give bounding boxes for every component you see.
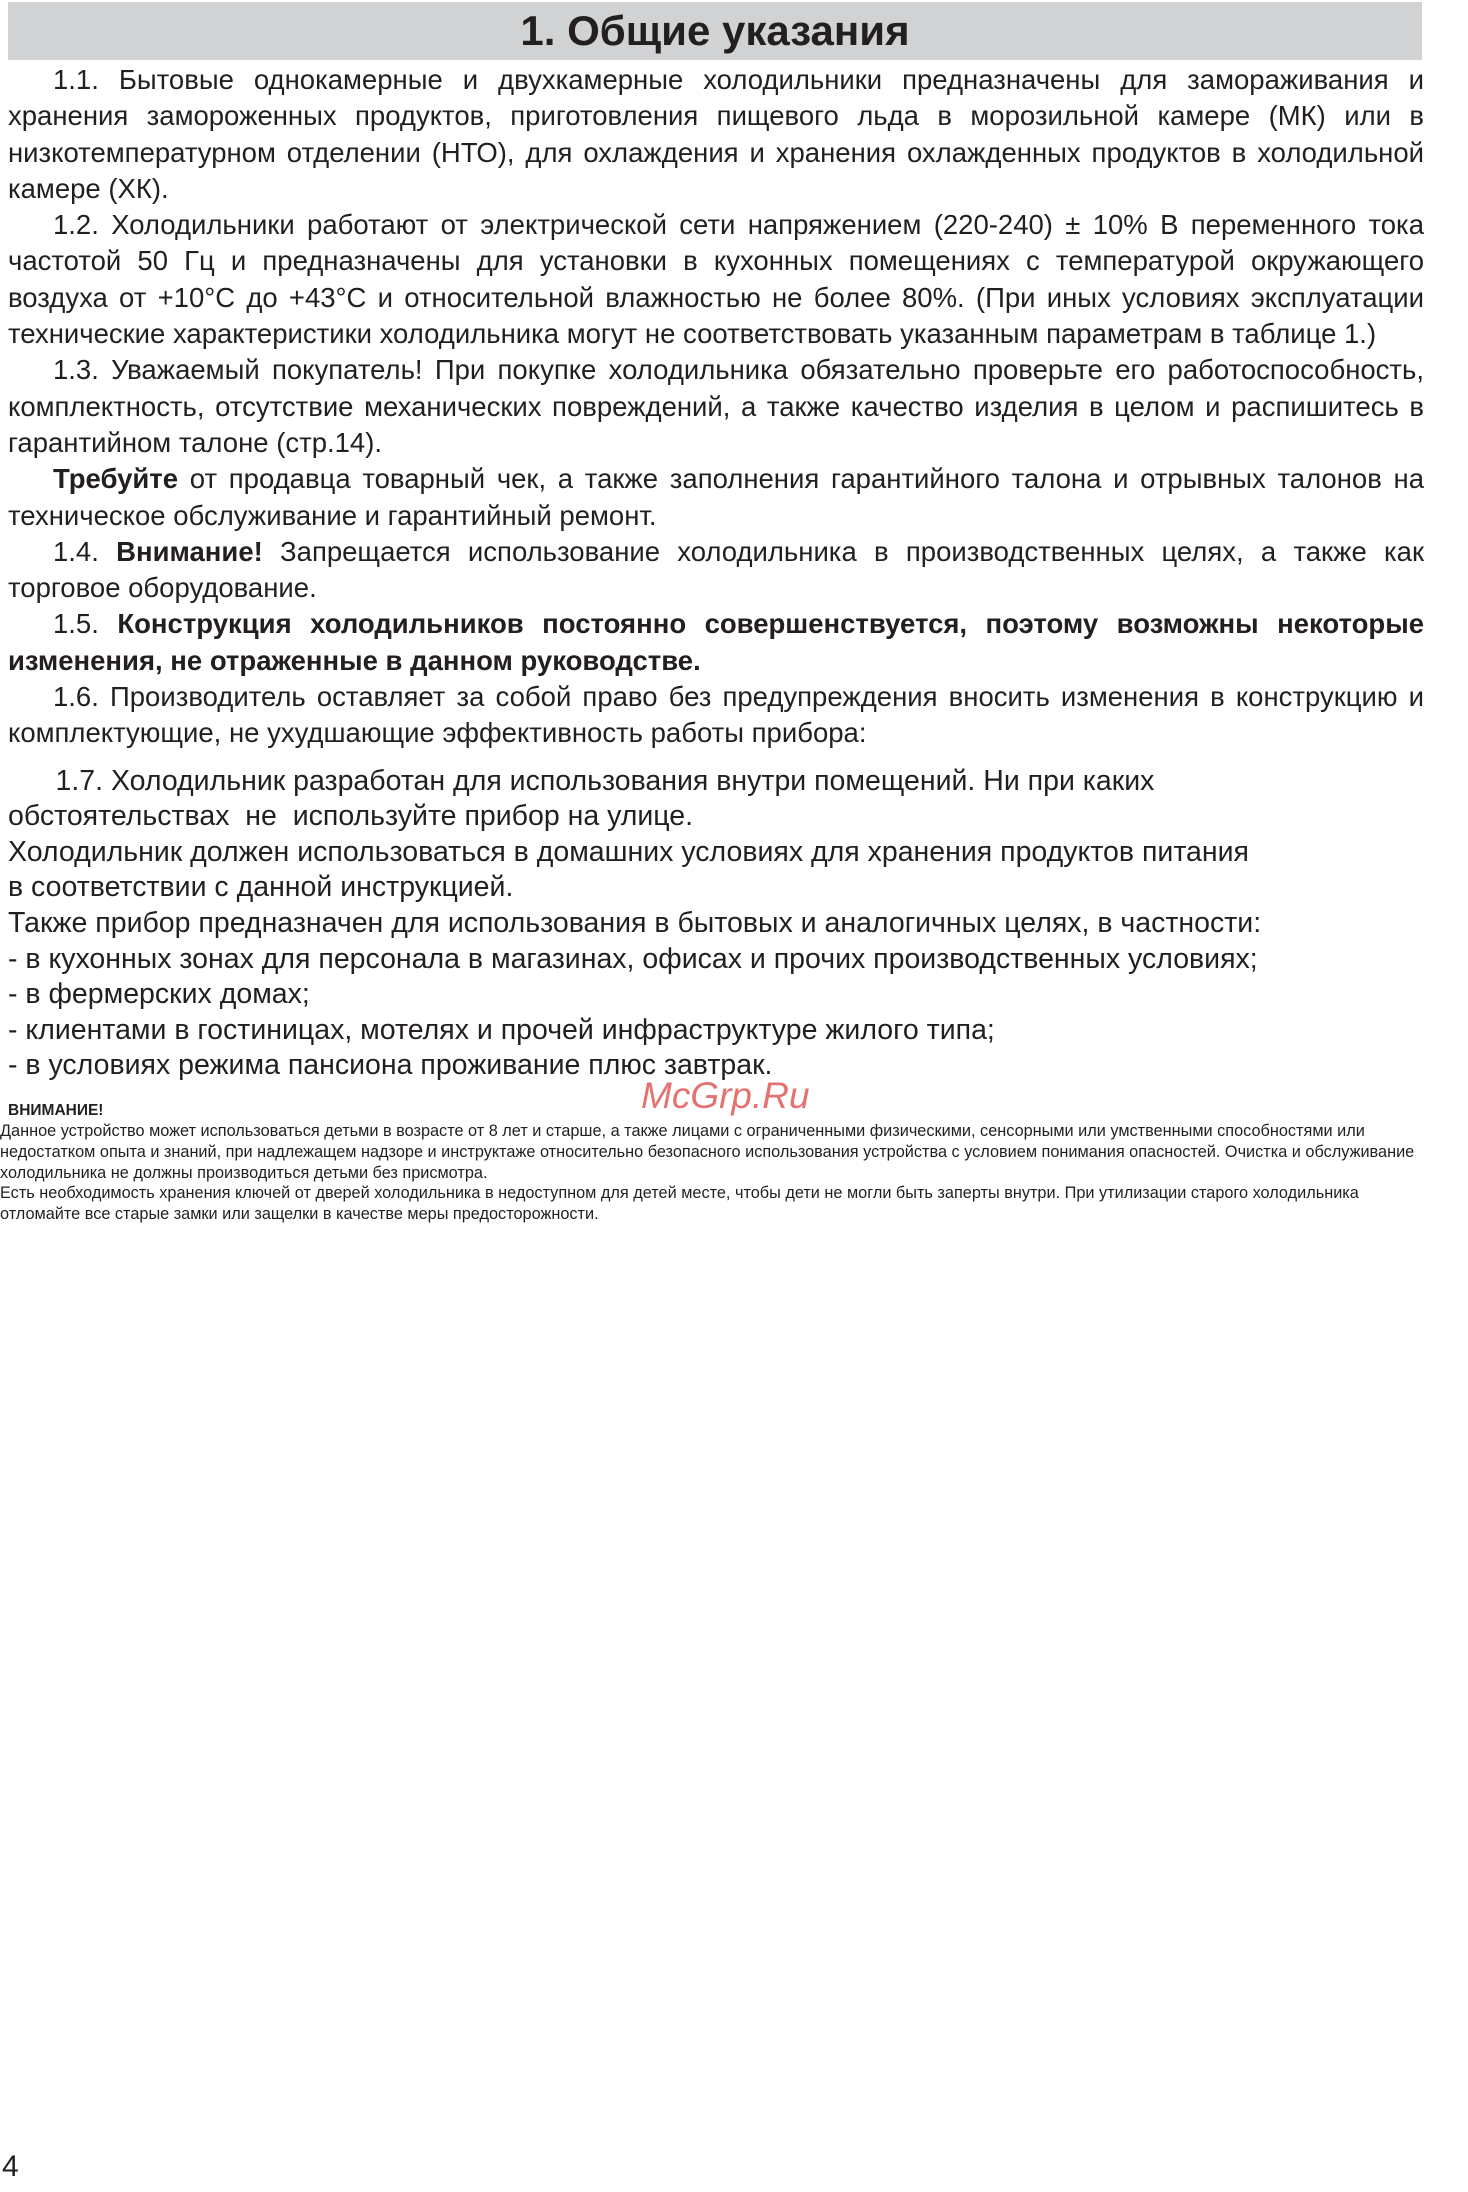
s2-line: Также прибор предназначен для использования в бытовых и аналогичных целях, в частности: [8, 907, 1262, 940]
watermark: McGrp.Ru [641, 1075, 810, 1116]
p14-rest: Запрещается использование холодильника в производственных целях, а также как торговое оборудование. [8, 535, 1425, 604]
s2-line: 1.7. Холодильник разработан для использования внутри помещений. Ни при каких [8, 764, 1155, 797]
attention-bold: Внимание! [116, 535, 263, 567]
warning-text-2: Есть необходимость хранения ключей от дверей холодильника в недоступном для детей месте, чтобы дети не могли быть заперты внутри. При утилизации старого холодильника отломайте все старые замки или защелки в качестве меры предосторожности. [0, 1184, 1359, 1224]
paragraph-1-4 [8, 534, 1424, 607]
s2-line: - в условиях режима пансиона проживание плюс завтрак. [8, 1049, 773, 1082]
paragraph-1-6: 1.6. Производитель оставляет за собой право без предупреждения вносить изменения в конструкцию и комплектующие, не ухудшающие эффективность работы прибора: [8, 681, 1424, 749]
paragraph-1-3-demand [8, 461, 1424, 534]
warning-title: ВНИМАНИЕ! [8, 1101, 104, 1119]
section-title: 1. Общие указания [8, 2, 1422, 60]
paragraph-1-2: 1.2. Холодильники работают от электрической сети напряжением (220-240) ± 10% В переменного тока частотой 50 Гц и предназначены для установки в кухонных помещениях с температурой окружающего воздуха от +10°С до +43°С и относительной влажностью не более 80%. (При иных условиях эксплуатации технические характеристики холодильника могут не соответствовать указанным параметрам в таблице 1.) [8, 209, 1424, 350]
warning-text-1: Данное устройство может использоваться детьми в возрасте от 8 лет и старше, а также лицами с ограниченными физическими, сенсорными или умственными способностями или недостатком опыта и знаний, при надлежащем надзоре и инструктаже относительно безопасного использования устройства с условием понимания опасностей. Очистка и обслуживание холодильника не должны производиться детьми без присмотра. [0, 1121, 1415, 1182]
s2-line: - в кухонных зонах для персонала в магазинах, офисах и прочих производственных условиях; [8, 942, 1258, 975]
p14-num: 1.4. [53, 535, 117, 567]
paragraph-1-3: 1.3. Уважаемый покупатель! При покупке холодильника обязательно проверьте его работоспособность, комплектность, отсутствие механических повреждений, а также качество изделия в целом и распишитесь в гарантийном талоне (стр.14). [8, 354, 1424, 458]
s2-line: Холодильник должен использоваться в домашних условиях для хранения продуктов питания [8, 835, 1249, 868]
s2-line: обстоятельствах не используйте прибор на улице. [8, 800, 694, 833]
document-body [0, 62, 1425, 1225]
paragraph-1-5 [8, 606, 1424, 679]
p15-bold: Конструкция холодильников постоянно совершенствуется, поэтому возможны некоторые изменения, не отраженные в данном руководстве. [8, 608, 1424, 676]
warning-block [0, 1100, 1424, 1225]
s2-line: - клиентами в гостиницах, мотелях и прочей инфраструктуре жилого типа; [8, 1013, 995, 1046]
section-1-7 [8, 764, 1468, 1084]
demand-rest: от продавца товарный чек, а также заполнения гарантийного талона и отрывных талонов на техническое обслуживание и гарантийный ремонт. [8, 463, 1424, 531]
s2-line: - в фермерских домах; [8, 978, 310, 1011]
page-number: 4 [2, 2150, 19, 2183]
demand-bold: Требуйте [53, 463, 179, 495]
s2-line: в соответствии с данной инструкцией. [8, 871, 514, 904]
p15-num: 1.5. [53, 608, 118, 640]
paragraph-1-1: 1.1. Бытовые однокамерные и двухкамерные холодильники предназначены для замораживания и хранения замороженных продуктов, приготовления пищевого льда в морозильной камере (МК) или в низкотемпературном отделении (НТО), для охлаждения и хранения охлажденных продуктов в холодильной камере (ХК). [8, 64, 1424, 204]
